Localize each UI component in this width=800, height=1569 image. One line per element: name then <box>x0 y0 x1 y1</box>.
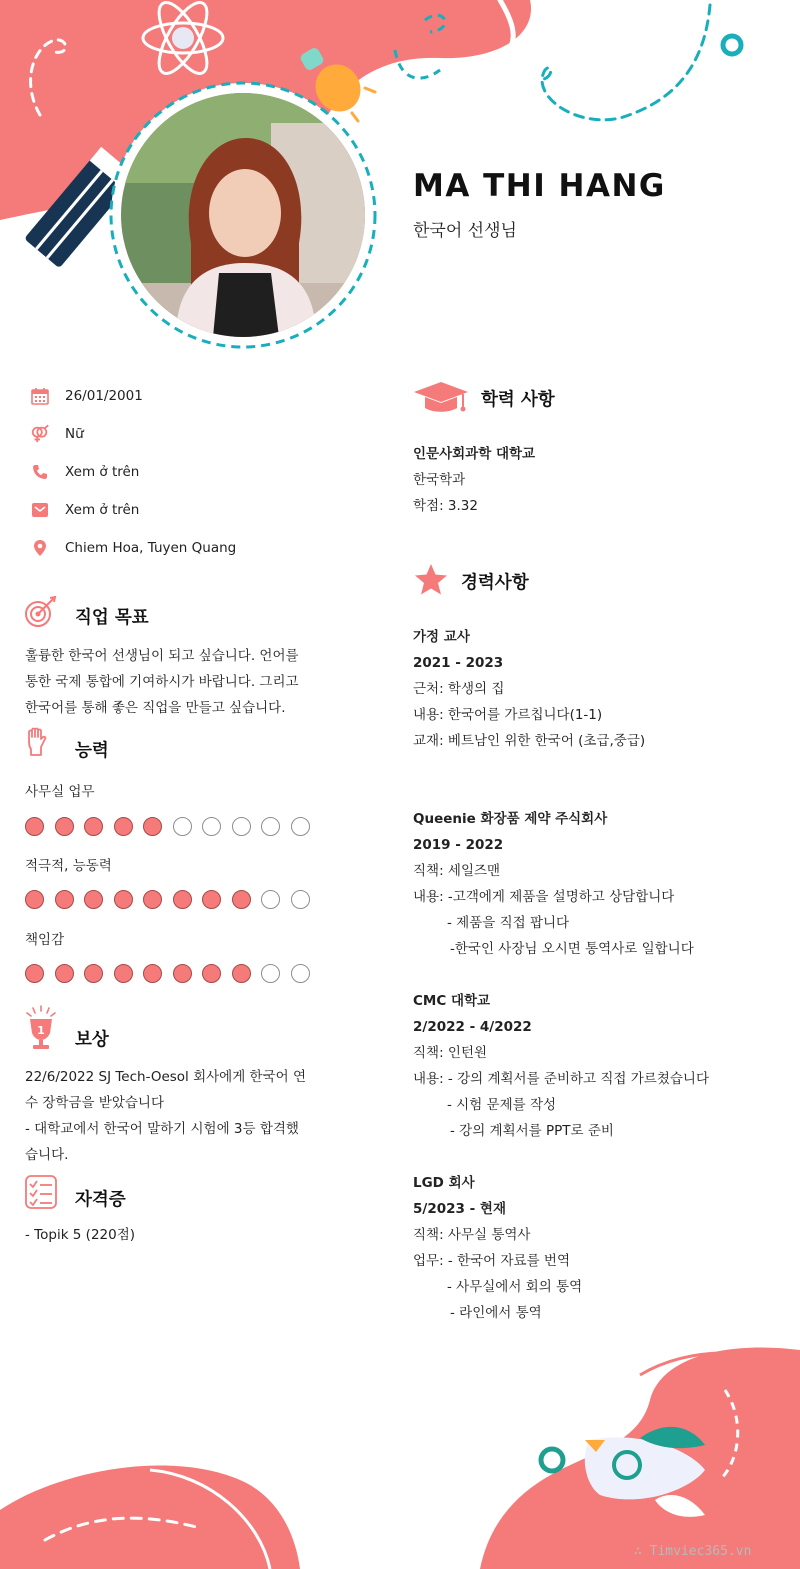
skill-label: 사무실 업무 <box>25 784 95 800</box>
rating-dot-filled <box>143 964 162 983</box>
rating-dot-filled <box>173 964 192 983</box>
rating-dot-filled <box>84 964 103 983</box>
profile-photo <box>121 93 365 337</box>
svg-text:1: 1 <box>37 1024 45 1037</box>
company-name: LGD 회사 <box>413 1175 475 1191</box>
rating-dot-filled <box>202 964 221 983</box>
skill-label: 적극적, 능동력 <box>25 858 112 874</box>
watermark: ∴ Timviec365.vn <box>634 1544 752 1559</box>
rating-dot-filled <box>84 817 103 836</box>
email-row <box>30 500 139 520</box>
rating-dot-empty <box>202 817 221 836</box>
certificates-title: 자격증 <box>75 1190 126 1210</box>
school-name: 인문사회과학 대학교 <box>413 446 536 462</box>
checklist-icon <box>25 1175 57 1209</box>
candidate-role: 한국어 선생님 <box>413 221 517 241</box>
skills-title: 능력 <box>75 741 109 761</box>
gender-row <box>30 424 84 444</box>
phone-row <box>30 462 139 482</box>
target-icon <box>24 596 58 628</box>
gender-icon <box>30 424 50 444</box>
rating-dot-empty <box>232 817 251 836</box>
birthday-value: 26/01/2001 <box>65 388 143 404</box>
calendar-icon <box>30 386 50 406</box>
objective-title: 직업 목표 <box>75 608 149 628</box>
experience-item: LGD 회사 5/2023 - 현재 직책: 사무실 통역사 업무: - 한국어 자료를 번역 - 사무실에서 회의 통역 - 라인에서 통역 <box>413 1170 582 1326</box>
email-icon <box>30 500 50 520</box>
education-details <box>413 441 535 519</box>
education-title: 학력 사항 <box>481 390 555 410</box>
rating-dot-empty <box>291 890 310 909</box>
birthday-row <box>30 386 143 406</box>
address-row <box>30 538 236 558</box>
rating-dot-empty <box>261 890 280 909</box>
skill-rating <box>25 964 320 983</box>
skill-rating <box>25 817 320 836</box>
rating-dot-filled <box>25 817 44 836</box>
rating-dot-filled <box>55 964 74 983</box>
rating-dot-empty <box>173 817 192 836</box>
rating-dot-empty <box>261 964 280 983</box>
gender-value: Nữ <box>65 426 84 442</box>
rating-dot-filled <box>25 890 44 909</box>
experience-item: CMC 대학교 2/2022 - 4/2022 직책: 인턴원 내용: - 강의 계획서를 준비하고 직접 가르쳤습니다 - 시험 문제를 작성 - 강의 계획서를 PPT로 준비 <box>413 988 709 1144</box>
rating-dot-filled <box>114 964 133 983</box>
company-name: 가정 교사 <box>413 629 470 645</box>
awards-text: 22/6/2022 SJ Tech-Oesol 회사에게 한국어 연 수 장학금을 받았습니다 - 대학교에서 한국어 말하기 시험에 3등 합격했 습니다. <box>25 1069 307 1163</box>
location-icon <box>30 538 50 558</box>
rating-dot-empty <box>291 817 310 836</box>
star-icon <box>414 563 448 596</box>
rating-dot-empty <box>261 817 280 836</box>
fist-icon <box>25 727 49 759</box>
experience-item: Queenie 화장품 제약 주식회사 2019 - 2022 직책: 세일즈맨 내용: -고객에게 제품을 설명하고 상담합니다 - 제품을 직접 팝니다 -한국인 사장님 오시면 통역사로 일합니다 <box>413 806 694 962</box>
rating-dot-filled <box>232 890 251 909</box>
job-period: 5/2023 - 현재 <box>413 1201 506 1217</box>
certificate-item: - Topik 5 (220점) <box>25 1227 136 1243</box>
email-value: Xem ở trên <box>65 502 140 518</box>
rating-dot-filled <box>173 890 192 909</box>
job-period: 2019 - 2022 <box>413 837 504 853</box>
rating-dot-filled <box>55 890 74 909</box>
awards-title: 보상 <box>75 1030 109 1050</box>
rating-dot-filled <box>84 890 103 909</box>
rating-dot-filled <box>114 817 133 836</box>
gpa: 학점: 3.32 <box>413 498 478 514</box>
phone-value: Xem ở trên <box>65 464 140 480</box>
objective-text: 훌륭한 한국어 선생님이 되고 싶습니다. 언어를 통한 국제 통합에 기여하시가 바랍니다. 그리고 한국어를 통해 좋은 직업을 만들고 싶습니다. <box>25 648 299 716</box>
rating-dot-filled <box>114 890 133 909</box>
major: 한국학과 <box>413 472 466 488</box>
job-period: 2/2022 - 4/2022 <box>413 1019 532 1035</box>
rating-dot-filled <box>25 964 44 983</box>
rating-dot-empty <box>291 964 310 983</box>
experience-item: 가정 교사 2021 - 2023 근처: 학생의 집 내용: 한국어를 가르칩니다(1-1) 교재: 베트남인 위한 한국어 (초급,중급) <box>413 624 645 754</box>
rating-dot-filled <box>232 964 251 983</box>
trophy-icon <box>25 1005 57 1051</box>
graduation-cap-icon <box>413 380 469 414</box>
company-name: Queenie 화장품 제약 주식회사 <box>413 811 608 827</box>
phone-icon <box>30 462 50 482</box>
experience-title: 경력사항 <box>461 573 529 593</box>
rating-dot-filled <box>143 817 162 836</box>
address-value: Chiem Hoa, Tuyen Quang <box>65 540 237 556</box>
skill-rating <box>25 890 320 909</box>
rating-dot-filled <box>143 890 162 909</box>
skill-label: 책임감 <box>25 932 65 948</box>
candidate-name: MA THI HANG <box>413 168 666 204</box>
rating-dot-filled <box>55 817 74 836</box>
company-name: CMC 대학교 <box>413 993 491 1009</box>
job-period: 2021 - 2023 <box>413 655 504 671</box>
rating-dot-filled <box>202 890 221 909</box>
